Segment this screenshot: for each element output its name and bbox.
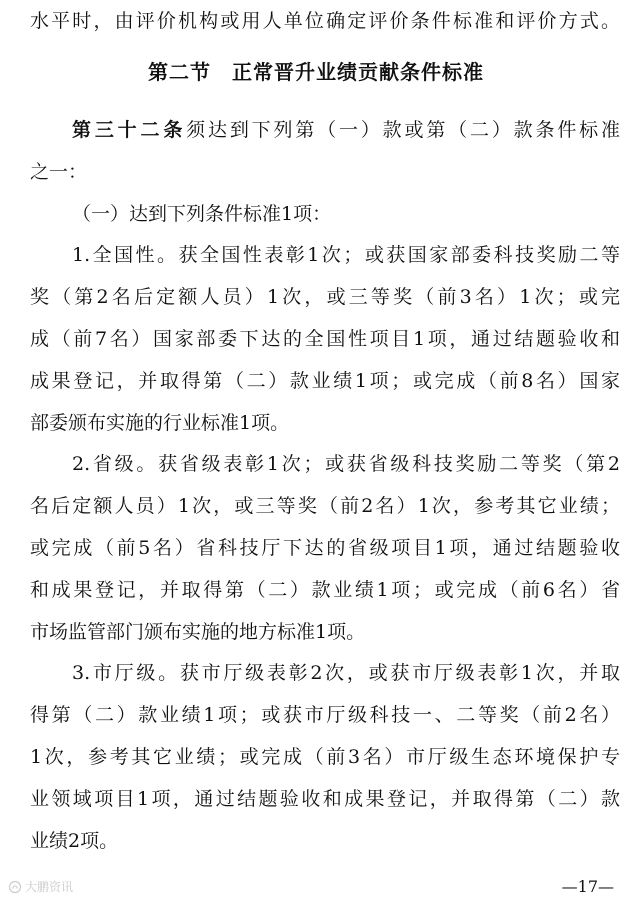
text-line-2: 之一：	[30, 161, 88, 183]
item-3-line-5: 业绩2项。	[30, 830, 119, 852]
item-2-line-4: 和成果登记，并取得第（二）款业绩1项；或完成（前6名）省	[30, 579, 620, 601]
item-3-line-1: 3.市厅级。获市厅级表彰2次，或获市厅级表彰1次，并取	[72, 662, 620, 684]
watermark	[8, 878, 73, 895]
item-3-line-4: 业领域项目1项，通过结题验收和成果登记，并取得第（二）款	[30, 788, 620, 810]
item-1-line-5: 部委颁布实施的行业标准1项。	[30, 412, 290, 434]
item-1-line-4: 成果登记，并取得第（二）款业绩1项；或完成（前8名）国家	[30, 370, 620, 392]
clause-1-heading: （一）达到下列条件标准1项：	[72, 203, 332, 225]
item-2-line-2: 名后定额人员）1次，或三等奖（前2名）1次，参考其它业绩；	[30, 495, 620, 517]
item-3-line-2: 得第（二）款业绩1项；或获市厅级科技一、二等奖（前2名）	[30, 704, 620, 726]
item-1-line-2: 奖（第2名后定额人员）1次，或三等奖（前3名）1次；或完	[30, 286, 620, 308]
item-2-line-1: 2.省级。获省级表彰1次；或获省级科技奖励二等奖（第2	[72, 453, 620, 475]
text-line-1: 水平时，由评价机构或用人单位确定评价条件标准和评价方式。	[30, 10, 620, 32]
item-2-line-3: 或完成（前5名）省科技厅下达的省级项目1项，通过结题验收	[30, 537, 620, 559]
section-heading: 第二节 正常晋升业绩贡献条件标准	[148, 60, 484, 84]
item-2-line-5: 市场监管部门颁布实施的地方标准1项。	[30, 621, 366, 643]
item-1-line-3: 成（前7名）国家部委下达的全国性项目1项，通过结题验收和	[30, 328, 620, 350]
watermark-logo-icon	[8, 880, 22, 894]
article-label: 第三十二条	[72, 119, 187, 141]
article-32-line	[72, 117, 620, 143]
item-3-line-3: 1次，参考其它业绩；或完成（前3名）市厅级生态环境保护专	[30, 746, 620, 768]
page-number: —17—	[561, 877, 614, 896]
item-1-line-1: 1.全国性。获全国性表彰1次；或获国家部委科技奖励二等	[72, 244, 620, 266]
article-text: 须达到下列第（一）款或第（二）款条件标准	[186, 119, 620, 141]
watermark-text: 大鹏资讯	[25, 880, 74, 894]
